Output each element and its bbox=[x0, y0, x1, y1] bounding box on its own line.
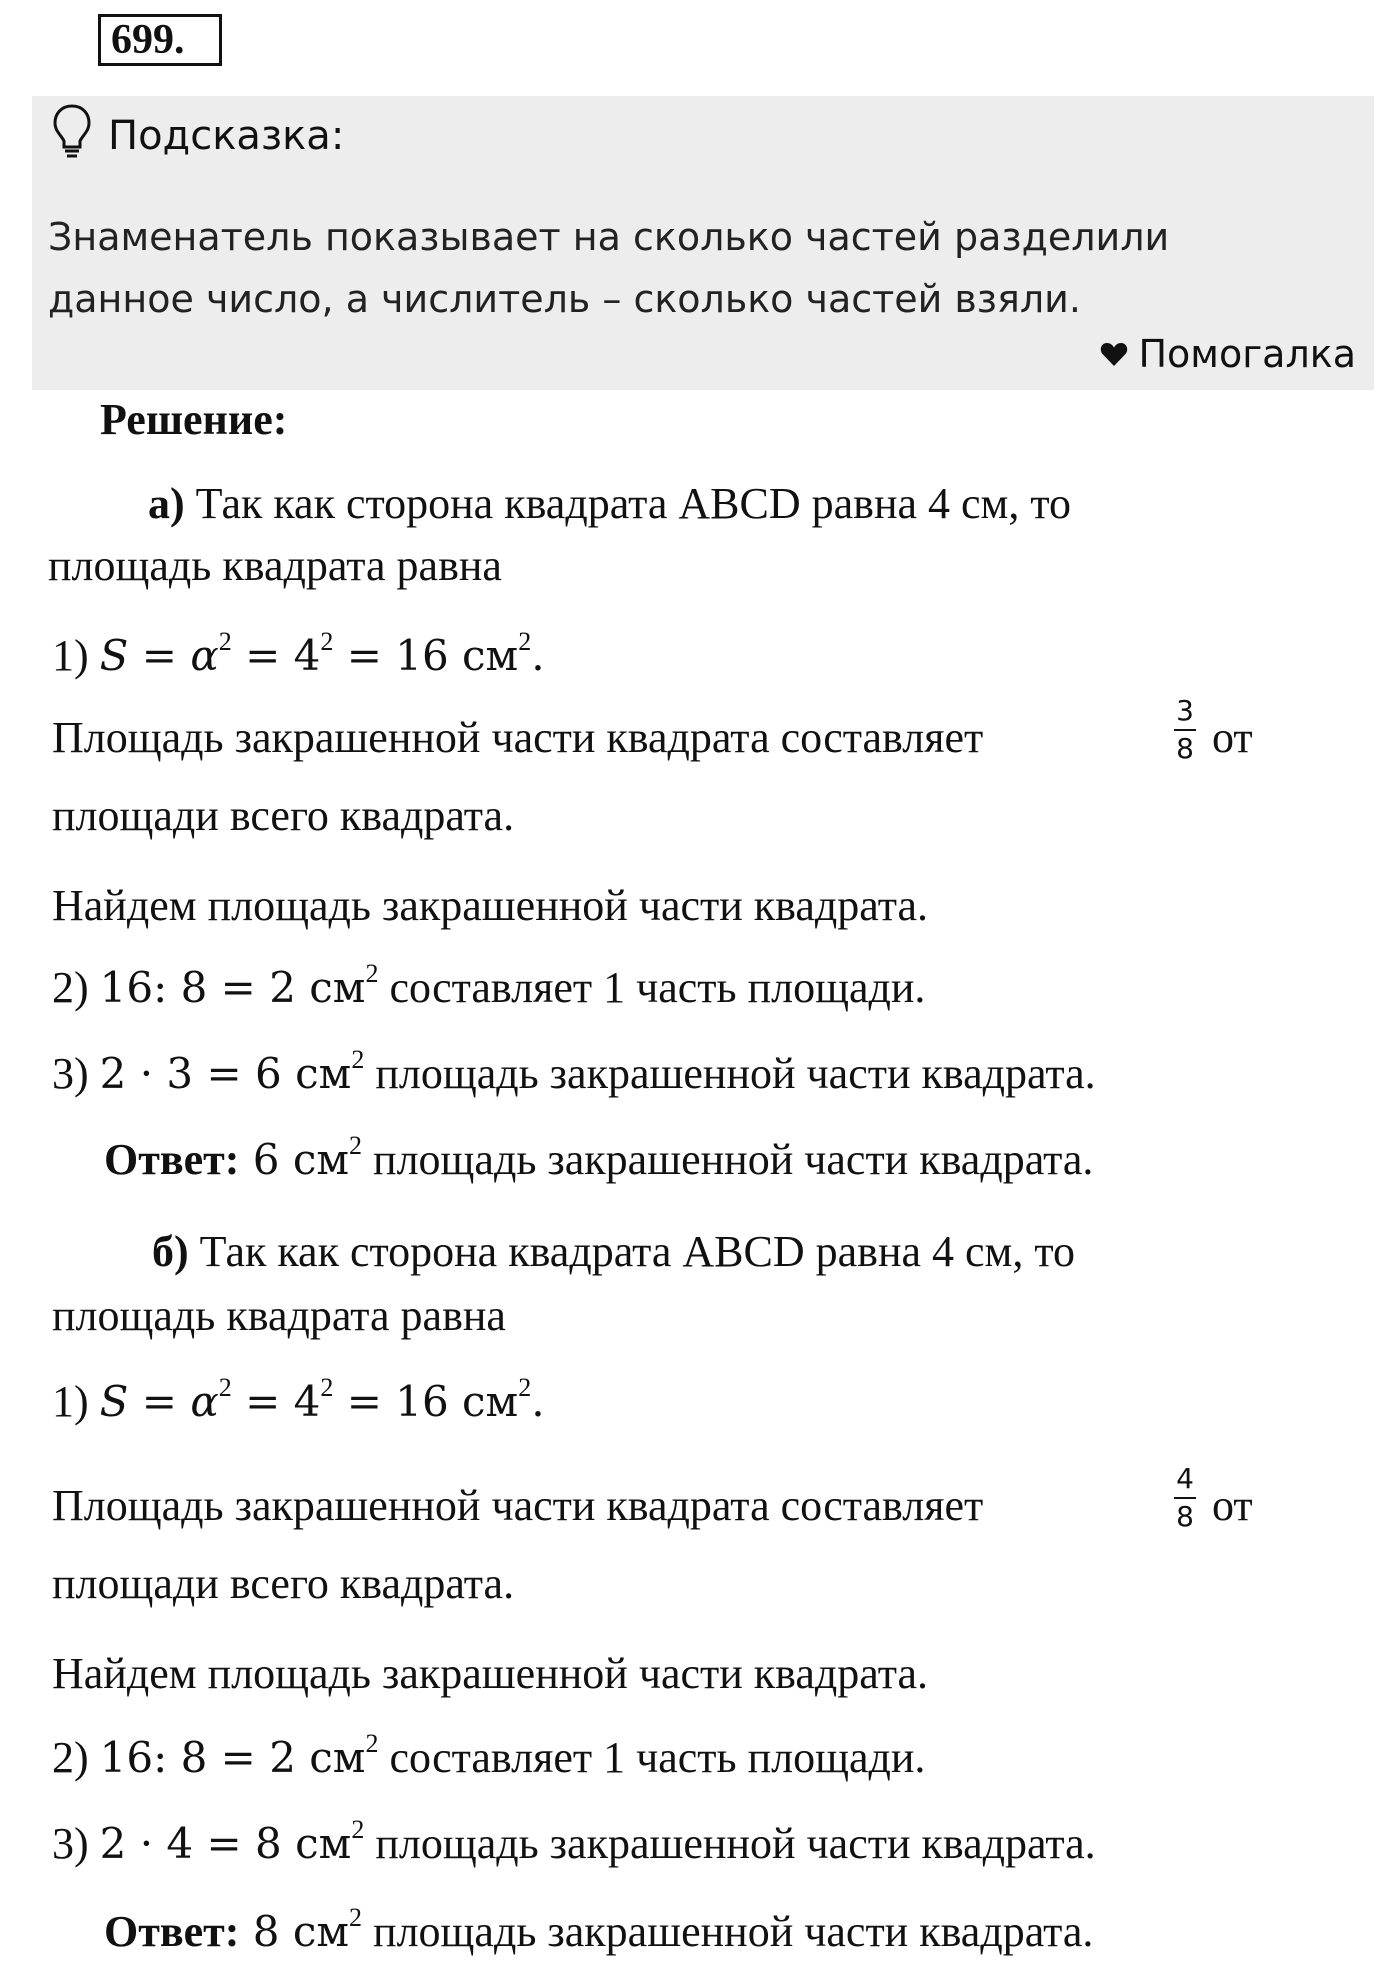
part-b-label: б) bbox=[152, 1227, 189, 1276]
part-b-step-3: 3) 2 · 4 = 8 $см^2$ площадь закрашенной части квадрата. bbox=[52, 1815, 1096, 1868]
part-b-shaded-2: площади всего квадрата. bbox=[52, 1559, 515, 1608]
brand-label bbox=[1100, 332, 1356, 376]
hint-header bbox=[52, 104, 344, 168]
exercise-number: 699. bbox=[98, 14, 222, 66]
fraction-numerator: 4 bbox=[1176, 1462, 1194, 1495]
part-a-from: от bbox=[1212, 713, 1253, 762]
part-b-step-2: 2) 16: 8 = 2 $см^2$ составляет 1 часть площади. bbox=[52, 1729, 926, 1782]
part-a-step-3: 3) 2 · 3 = 6 $см^2$ площадь закрашенной части квадрата. bbox=[52, 1045, 1096, 1098]
part-b-fraction bbox=[1174, 1464, 1196, 1532]
part-a-intro-2: площадь квадрата равна bbox=[48, 541, 502, 590]
brand-name: Помогалка bbox=[1138, 332, 1356, 376]
hint-text bbox=[48, 206, 1368, 330]
part-a-answer: Ответ: 6 $см^2$ площадь закрашенной части квадрата. bbox=[104, 1131, 1094, 1184]
part-b-find: Найдем площадь закрашенной части квадрата. bbox=[52, 1649, 928, 1698]
part-a-step-2: 2) 16: 8 = 2 $см^2$ составляет 1 часть площади. bbox=[52, 959, 926, 1012]
hint-line: данное число, а числитель – сколько частей взяли. bbox=[48, 277, 1081, 321]
part-b-step-1: 1) $S = \alpha^2 = 4^2 = 16$ $см^2$. bbox=[52, 1373, 545, 1426]
part-a-fraction bbox=[1174, 696, 1196, 764]
fraction-bar bbox=[1174, 729, 1196, 731]
fraction-denominator: 8 bbox=[1176, 732, 1194, 765]
fraction-numerator: 3 bbox=[1176, 694, 1194, 727]
part-a-find: Найдем площадь закрашенной части квадрата. bbox=[52, 881, 928, 930]
solution-title: Решение: bbox=[100, 395, 288, 444]
part-a-intro: а) Так как сторона квадрата ABCD равна 4 см, то bbox=[148, 479, 1072, 528]
hint-title: Подсказка: bbox=[108, 113, 345, 159]
part-a-shaded: Площадь закрашенной части квадрата составляет bbox=[52, 713, 984, 762]
part-a-shaded-2: площади всего квадрата. bbox=[52, 791, 515, 840]
heart-icon bbox=[1100, 332, 1128, 376]
hint-line: Знаменатель показывает на сколько частей разделили bbox=[48, 215, 1170, 259]
part-a-step-1: 1) $S = \alpha^2 = 4^2 = 16$ $см^2$. bbox=[52, 627, 545, 680]
part-b-from: от bbox=[1212, 1481, 1253, 1530]
fraction-bar bbox=[1174, 1497, 1196, 1499]
part-b-intro-2: площадь квадрата равна bbox=[52, 1291, 506, 1340]
part-b-answer: Ответ: 8 $см^2$ площадь закрашенной части квадрата. bbox=[104, 1903, 1094, 1956]
part-b-shaded: Площадь закрашенной части квадрата составляет bbox=[52, 1481, 984, 1530]
fraction-denominator: 8 bbox=[1176, 1500, 1194, 1533]
part-b-intro: б) Так как сторона квадрата ABCD равна 4 см, то bbox=[152, 1227, 1076, 1276]
part-a-label: а) bbox=[148, 479, 185, 528]
lightbulb-icon bbox=[52, 103, 92, 169]
